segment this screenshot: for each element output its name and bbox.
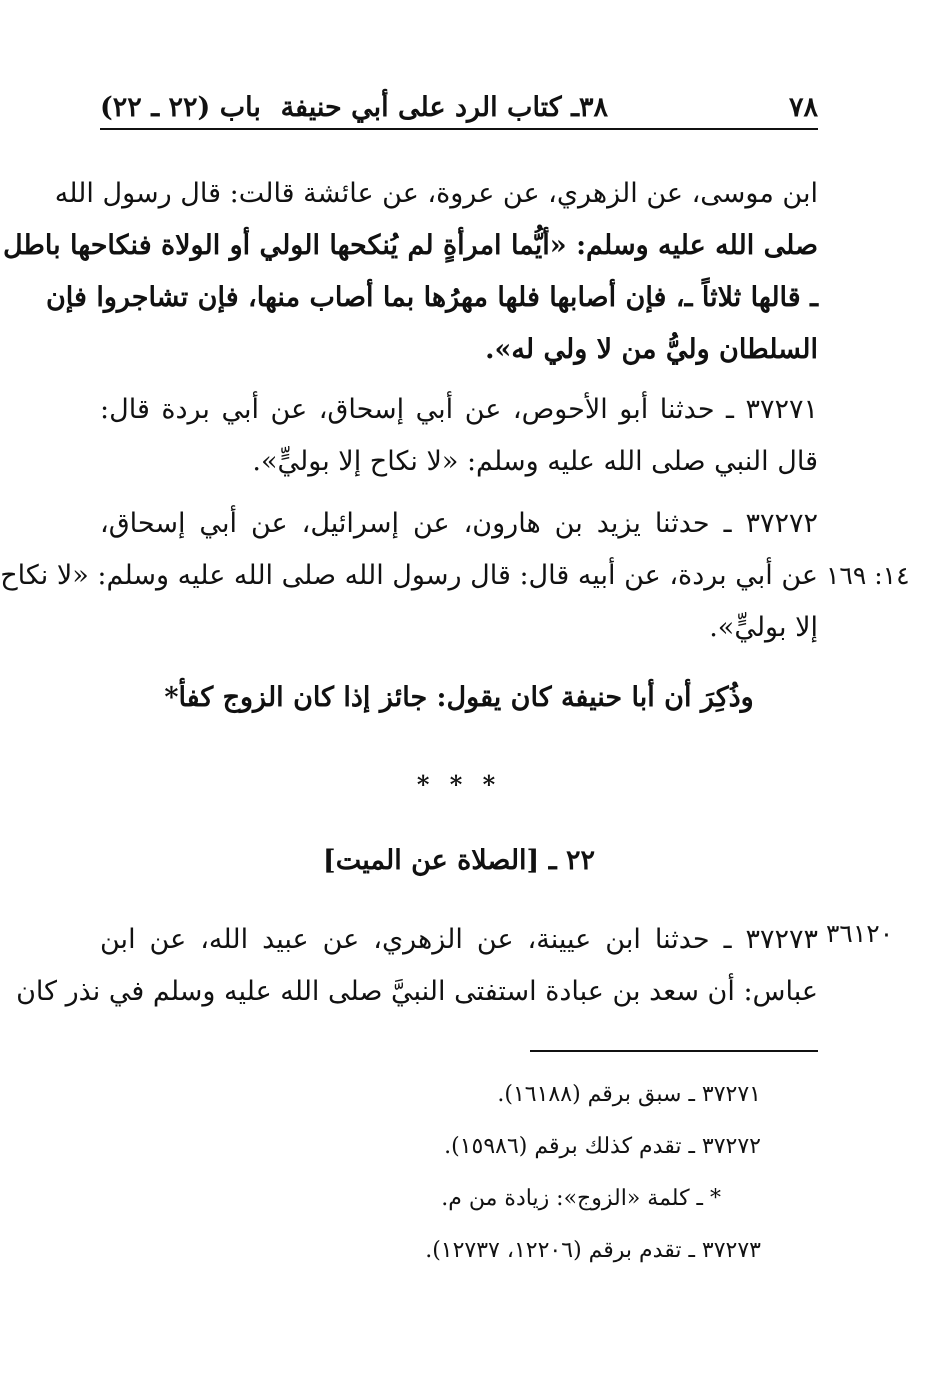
section-separator: * * * xyxy=(416,770,502,799)
book-title: ٣٨ـ كتاب الرد على أبي حنيفة xyxy=(280,92,608,123)
text-line: صلى الله عليه وسلم: «أيُّما امرأةٍ لم يُنكحها الولي أو الولاة فنكاحها باطل xyxy=(2,230,818,261)
chapter-heading: ٢٢ ـ [الصلاة عن الميت] xyxy=(322,845,596,876)
footnotes xyxy=(425,1075,761,1283)
text-line: ٣٧٢٧٣ ـ حدثنا ابن عيينة، عن الزهري، عن عبيد الله، عن ابن xyxy=(100,924,818,955)
text-line: عباس: أن سعد بن عبادة استفتى النبيَّ صلى الله عليه وسلم في نذر كان xyxy=(16,976,818,1007)
text-line: ابن موسى، عن الزهري، عن عروة، عن عائشة قالت: قال رسول الله xyxy=(54,178,818,209)
footnote: * ـ كلمة «الزوج»: زيادة من م. xyxy=(441,1186,721,1211)
text-line: ٣٧٢٧١ ـ حدثنا أبو الأحوص، عن أبي إسحاق، عن أبي بردة قال: xyxy=(100,394,818,425)
paragraph-hadith-37272 xyxy=(0,498,818,654)
text-line: عن أبي بردة، عن أبيه قال: قال رسول الله صلى الله عليه وسلم: «لا نكاح xyxy=(0,560,818,591)
page-header xyxy=(100,88,818,130)
text-line: إلا بوليٍّ». xyxy=(709,612,818,643)
margin-reference: ١٤: ١٦٩ xyxy=(826,561,910,590)
paragraph-hadith-37273 xyxy=(16,914,818,1018)
text-line: ٣٧٢٧٢ ـ حدثنا يزيد بن هارون، عن إسرائيل، عن أبي إسحاق، xyxy=(100,508,818,539)
text-line: قال النبي صلى الله عليه وسلم: «لا نكاح إلا بوليٍّ». xyxy=(252,446,818,477)
footnote: ٣٧٢٧١ ـ سبق برقم (١٦١٨٨). xyxy=(497,1082,761,1107)
footnote: ٣٧٢٧٢ ـ تقدم كذلك برقم (١٥٩٨٦). xyxy=(444,1134,761,1159)
text-line: ـ قالها ثلاثاً ـ، فإن أصابها فلها مهرُها بما أصاب منها، فإن تشاجروا فإن xyxy=(45,282,818,313)
page-number: ٧٨ xyxy=(788,92,818,123)
note-line: وذُكِرَ أن أبا حنيفة كان يقول: جائز إذا كان الزوج كفأ* xyxy=(164,682,754,713)
paragraph-hadith-37271 xyxy=(100,384,818,488)
footnote-divider xyxy=(530,1050,818,1052)
text-line: السلطان وليُّ من لا ولي له». xyxy=(485,334,818,365)
footnote: ٣٧٢٧٣ ـ تقدم برقم (١٢٢٠٦، ١٢٧٣٧). xyxy=(425,1238,761,1263)
chapter-reference: باب (٢٢ ـ ٢٢) xyxy=(100,92,261,123)
margin-reference: ٣٦١٢٠ xyxy=(826,919,894,948)
paragraph-hadith-1 xyxy=(2,168,818,376)
